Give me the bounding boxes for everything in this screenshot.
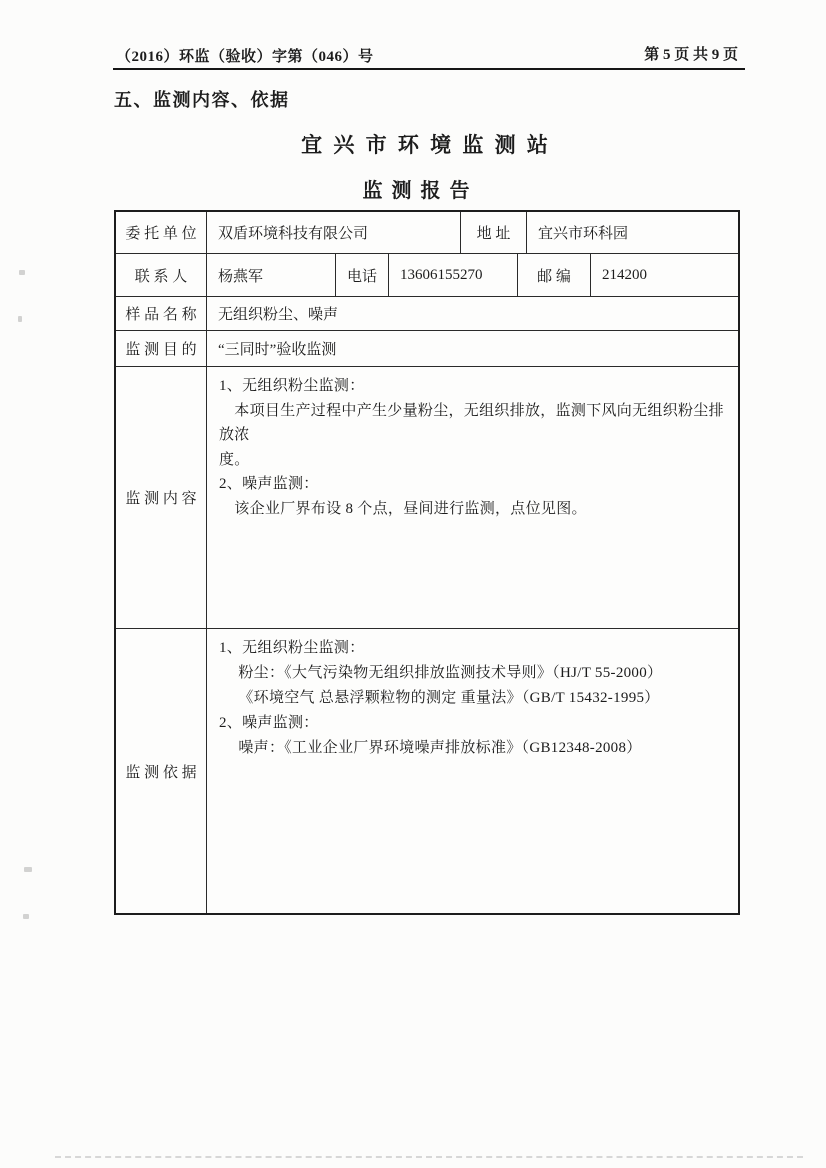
- table-row-sample-name: [116, 297, 738, 331]
- basis-line: 粉尘：《大气污染物无组织排放监测技术导则》（HJ/T 55-2000）: [219, 665, 663, 681]
- table-row-purpose: [116, 331, 738, 367]
- page-indicator: 第 5 页 共 9 页: [644, 47, 738, 63]
- doc-number: （2016）环监（验收）字第（046）号: [116, 49, 374, 65]
- address-label: 地 址: [461, 212, 527, 253]
- postcode-label: 邮 编: [518, 254, 591, 296]
- client-value: 双盾环境科技有限公司: [207, 212, 461, 253]
- address-value: 宜兴市环科园: [538, 226, 629, 242]
- purpose-label: 监 测 目 的: [116, 331, 207, 366]
- table-row-contact: [116, 254, 738, 297]
- content-label: 监 测 内 容: [116, 367, 207, 628]
- basis-cell: [207, 629, 738, 913]
- client-label: 委 托 单 位: [116, 212, 207, 253]
- content-line: 1、无组织粉尘监测：: [219, 378, 365, 394]
- phone-value: 13606155270: [389, 254, 518, 296]
- basis-line: 2、噪声监测：: [219, 715, 319, 731]
- content-line: 度。: [219, 451, 250, 468]
- basis-label: 监 测 依 据: [116, 629, 207, 913]
- content-line: 该企业厂界布设 8 个点，昼间进行监测，点位见图。: [219, 500, 587, 517]
- contact-value: 杨燕军: [207, 254, 336, 296]
- station-title: 宜 兴 市 环 境 监 测 站: [301, 133, 551, 157]
- report-title: 监 测 报 告: [362, 180, 472, 202]
- scan-speck: [18, 316, 22, 322]
- purpose-value: “三同时”验收监测: [218, 342, 337, 358]
- content-line: 本项目生产过程中产生少量粉尘，无组织排放，监测下风向无组织粉尘排放浓: [219, 402, 724, 443]
- phone-label: 电话: [336, 254, 389, 296]
- scan-speck: [19, 270, 25, 275]
- header-rule: [113, 68, 745, 70]
- sample-name-label: 样 品 名 称: [116, 297, 207, 330]
- table-row-client: [116, 212, 738, 254]
- content-cell: [207, 367, 738, 628]
- postcode-value: 214200: [602, 266, 647, 283]
- content-line: 2、噪声监测：: [219, 476, 319, 492]
- contact-label: 联 系 人: [116, 254, 207, 296]
- table-row-basis: [116, 629, 738, 913]
- basis-line: 《环境空气 总悬浮颗粒物的测定 重量法》（GB/T 15432-1995）: [219, 690, 660, 706]
- section-title: 五、监测内容、依据: [114, 90, 290, 110]
- scan-speck: [24, 867, 32, 872]
- sample-name-value: 无组织粉尘、噪声: [218, 307, 339, 323]
- scan-artifact-line: [55, 1156, 803, 1158]
- basis-line: 噪声：《工业企业厂界环境噪声排放标准》（GB12348-2008）: [219, 740, 642, 756]
- table-row-content: [116, 367, 738, 629]
- basis-line: 1、无组织粉尘监测：: [219, 640, 365, 656]
- report-table: [114, 210, 740, 915]
- content-text: [207, 367, 738, 521]
- basis-text: [207, 629, 738, 761]
- scan-speck: [23, 914, 29, 919]
